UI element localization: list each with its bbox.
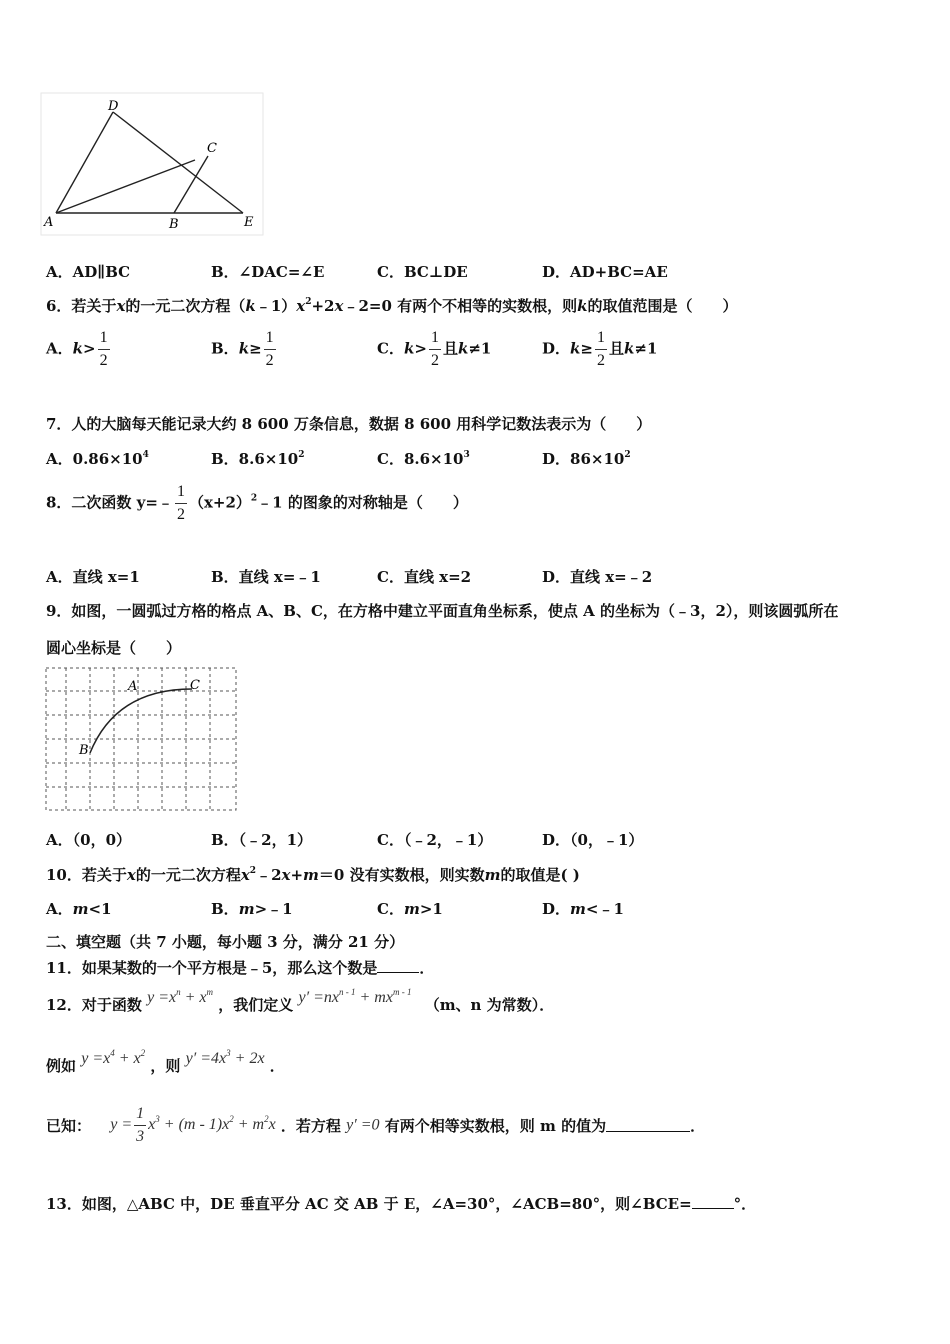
q12-known-d: ． xyxy=(690,1117,706,1135)
q7-option-b[interactable] xyxy=(211,448,304,469)
q13-text: 13．如图，△ABC 中，DE 垂直平分 AC 交 AB 于 E，∠A=30°，∠ACB=80°，则∠BCE= xyxy=(46,1195,692,1213)
f1-plus: + x xyxy=(180,989,207,1006)
f5-x: x xyxy=(148,1116,156,1134)
q10-stem-c: ﹣2 xyxy=(256,866,282,884)
q6-b-label: B． xyxy=(211,339,239,358)
q6-option-a[interactable] xyxy=(46,330,112,369)
q6-d-label: D． xyxy=(542,339,571,358)
q10-option-a[interactable] xyxy=(46,898,112,919)
q6-d-ne: ≠1 xyxy=(634,339,658,358)
q11-tail: ． xyxy=(419,959,435,977)
q7-b-exp: 2 xyxy=(298,450,305,460)
q6-var-x2: x xyxy=(296,297,306,315)
label-c: C xyxy=(207,141,217,156)
q6-c-rel: > xyxy=(414,339,427,358)
q7-option-c[interactable] xyxy=(377,448,470,469)
f3-plus: + x xyxy=(114,1050,141,1067)
q12-known-b: ．若方程 xyxy=(280,1117,341,1135)
q7-option-d[interactable] xyxy=(542,448,631,469)
q12-formula-3 xyxy=(81,1050,145,1067)
q6-exp: 2 xyxy=(305,297,312,307)
q10-stem-e: ＝0 没有实数根，则实数 xyxy=(318,866,485,884)
q6-stem-d: +2 xyxy=(311,297,335,315)
q6-stem-b: 的一元二次方程（ xyxy=(125,297,246,315)
q10-option-b[interactable] xyxy=(211,898,293,919)
q6-c-tail: 且 xyxy=(442,339,458,358)
frac-den: 2 xyxy=(265,352,274,369)
q10-d-rel: <﹣1 xyxy=(585,900,624,918)
q6-d-rel: ≥ xyxy=(580,339,593,358)
q6-c-k: k xyxy=(403,339,415,358)
q9-option-d[interactable]: D．（0，﹣1） xyxy=(542,831,644,849)
frac-num: 1 xyxy=(98,330,110,350)
q6-d-k: k xyxy=(570,339,581,358)
q9-stem-line2: 圆心坐标是（ ） xyxy=(46,639,182,657)
f2-plus: + mx xyxy=(355,989,393,1006)
q6-c-label: C． xyxy=(377,339,404,358)
frac-num: 1 xyxy=(429,330,441,350)
q6-c-ne: ≠1 xyxy=(468,339,492,358)
frac-num: 1 xyxy=(134,1106,146,1126)
q6-var-k: k xyxy=(245,297,256,315)
q12-known: 已知： xyxy=(46,1117,92,1135)
q8-option-c[interactable]: C．直线 x=2 xyxy=(377,568,472,586)
q10-option-c[interactable] xyxy=(377,898,443,919)
q10-c-m: m xyxy=(403,900,420,918)
q6-stem xyxy=(46,295,738,316)
q8-stem-b: （x+2） xyxy=(188,493,251,512)
q6-a-fraction xyxy=(98,330,110,369)
frac-den: 2 xyxy=(597,352,605,369)
q10-stem-d: + xyxy=(290,866,304,884)
frac-den: 2 xyxy=(430,352,439,369)
q7-c-text: C．8.6×10 xyxy=(377,450,464,468)
q12-line2 xyxy=(46,1048,285,1076)
q10-d-m: m xyxy=(570,900,586,918)
q6-b-rel: ≥ xyxy=(249,339,262,358)
q10-stem-a: 10．若关于 xyxy=(46,866,127,884)
q6-c-fraction xyxy=(429,330,441,369)
q10-var-x2: x xyxy=(240,866,250,884)
q8-option-a[interactable]: A．直线 x=1 xyxy=(46,568,140,586)
q8-fraction xyxy=(175,484,187,523)
q7-a-exp: 4 xyxy=(142,450,149,460)
q7-d-text: D．86×10 xyxy=(542,450,625,468)
f5-y: y = xyxy=(110,1116,133,1134)
f2-main: y′ =nx xyxy=(298,989,339,1006)
q12-line1 xyxy=(46,987,555,1015)
label-d: D xyxy=(108,99,119,114)
q10-b-label: B． xyxy=(211,900,239,918)
frac-num: 1 xyxy=(264,330,276,350)
q10-var-x: x xyxy=(126,866,136,884)
q8-exp: 2 xyxy=(250,493,258,504)
q9-option-c[interactable]: C．（﹣2，﹣1） xyxy=(377,831,493,849)
f4-main: y′ =4x xyxy=(185,1050,227,1067)
q12-formula-4 xyxy=(186,1050,265,1067)
label-b: B xyxy=(169,217,179,232)
q8-stem-a: 8．二次函数 y=﹣ xyxy=(46,493,173,512)
q12-formula-2 xyxy=(299,989,412,1006)
q10-b-m: m xyxy=(238,900,255,918)
q8-stem-c: ﹣1 的图象的对称轴是（ ） xyxy=(257,493,468,512)
q12-formula-1 xyxy=(147,989,213,1006)
arc xyxy=(90,689,192,753)
q5-option-d[interactable]: D．AD+BC=AE xyxy=(542,263,668,281)
q7-c-exp: 3 xyxy=(463,450,470,460)
f5-x2: x xyxy=(268,1116,276,1134)
q5-option-a[interactable]: A．AD∥BC xyxy=(46,263,131,281)
q6-a-label: A． xyxy=(46,339,73,358)
q6-stem-f: 的取值范围是（ ） xyxy=(587,297,738,315)
label-c: C xyxy=(190,678,200,693)
q6-var-x3: x xyxy=(334,297,344,315)
q9-option-a[interactable]: A．（0，0） xyxy=(46,831,132,849)
frac-den: 2 xyxy=(176,506,185,523)
q12-known-c: 有两个相等实数根，则 m 的值为 xyxy=(384,1117,607,1135)
q11-stem xyxy=(46,957,434,978)
f1-main: y =x xyxy=(147,989,177,1006)
q6-a-k: k xyxy=(72,339,84,358)
q12-ex-c: ． xyxy=(269,1057,285,1075)
q6-d-k2: k xyxy=(624,339,635,358)
q10-stem-b: 的一元二次方程 xyxy=(135,866,241,884)
q5-option-b[interactable]: B．∠DAC=∠E xyxy=(211,263,325,281)
q12-ex-b: ，则 xyxy=(150,1057,181,1075)
q6-b-fraction xyxy=(264,330,276,369)
q7-option-a[interactable] xyxy=(46,448,149,469)
q6-d-tail: 且 xyxy=(609,339,625,358)
q6-stem-e: ﹣2=0 有两个不相等的实数根，则 xyxy=(343,297,578,315)
f5-fraction xyxy=(134,1106,146,1145)
q10-a-label: A． xyxy=(46,900,73,918)
f1-n: n xyxy=(176,987,181,997)
q12-stem-a: 12．对于函数 xyxy=(46,996,142,1014)
q7-a-text: A．0.86×10 xyxy=(46,450,143,468)
label-b: B xyxy=(79,743,89,758)
q12-answer-blank[interactable] xyxy=(606,1119,690,1132)
f5-3: 3 xyxy=(155,1114,160,1125)
f3-main: y =x xyxy=(81,1050,111,1067)
f5-2: 2 xyxy=(229,1114,234,1125)
triangle-figure-q5 xyxy=(40,92,265,237)
f5-end: + m xyxy=(233,1116,265,1134)
q8-stem xyxy=(46,484,468,523)
q12-formula-6: y′ =0 xyxy=(346,1116,380,1134)
f4-plus: + 2x xyxy=(230,1050,265,1067)
q11-text: 11．如果某数的一个平方根是﹣5，那么这个数是 xyxy=(46,959,378,977)
q10-exp: 2 xyxy=(249,866,257,876)
q6-d-fraction xyxy=(595,330,607,369)
q12-ex-a: 例如 xyxy=(46,1057,77,1075)
q13-answer-blank[interactable] xyxy=(692,1196,734,1209)
q6-stem-a: 6．若关于 xyxy=(46,297,117,315)
q6-option-b[interactable] xyxy=(211,330,278,369)
q10-var-m: m xyxy=(303,866,319,884)
q10-a-m: m xyxy=(72,900,89,918)
q6-var-k2: k xyxy=(577,297,588,315)
f2-n1: n - 1 xyxy=(339,987,356,997)
q6-stem-c: ﹣1） xyxy=(255,297,297,315)
label-a: A xyxy=(128,679,138,694)
q12-stem-c: （m、n 为常数）． xyxy=(424,996,555,1014)
q10-stem-f: 的取值是( ) xyxy=(500,866,580,884)
f3-4: 4 xyxy=(110,1048,115,1058)
q6-option-d[interactable] xyxy=(542,330,657,369)
q6-b-k: k xyxy=(238,339,250,358)
frac-num: 1 xyxy=(175,484,187,504)
q10-d-label: D． xyxy=(542,900,571,918)
q10-c-rel: >1 xyxy=(419,900,443,918)
q12-stem-b: ，我们定义 xyxy=(218,996,294,1014)
q10-c-label: C． xyxy=(377,900,404,918)
q13-stem xyxy=(46,1193,756,1214)
grid-arc-figure-q9 xyxy=(44,667,238,812)
frac-num: 1 xyxy=(595,330,607,350)
f1-m: m xyxy=(206,987,214,997)
q9-option-b[interactable]: B．（﹣2，1） xyxy=(211,831,313,849)
q6-a-rel: > xyxy=(83,339,96,358)
frac-den: 2 xyxy=(99,352,108,369)
q11-answer-blank[interactable] xyxy=(377,960,419,973)
q12-formula-5 xyxy=(110,1105,276,1145)
q10-b-rel: >﹣1 xyxy=(254,900,293,918)
label-e: E xyxy=(244,215,254,230)
q10-var-x3: x xyxy=(281,866,291,884)
q6-c-k2: k xyxy=(457,339,469,358)
f5-mid: + (m - 1)x xyxy=(159,1116,230,1134)
q7-b-text: B．8.6×10 xyxy=(211,450,299,468)
f4-3: 3 xyxy=(226,1048,231,1058)
q8-option-d[interactable]: D．直线 x=﹣2 xyxy=(542,568,653,586)
f5-m2: 2 xyxy=(264,1114,269,1125)
section-2-title: 二、填空题（共 7 小题，每小题 3 分，满分 21 分） xyxy=(46,933,405,951)
q7-d-exp: 2 xyxy=(624,450,631,460)
q7-stem: 7．人的大脑每天能记录大约 8 600 万条信息，数据 8 600 用科学记数法表示为（ ） xyxy=(46,415,652,433)
q10-a-rel: <1 xyxy=(88,900,112,918)
q10-option-d[interactable] xyxy=(542,898,624,919)
q13-tail: °． xyxy=(733,1195,757,1213)
q10-var-m2: m xyxy=(484,866,501,884)
frac-den: 3 xyxy=(136,1128,145,1145)
q10-stem xyxy=(46,864,580,885)
q8-option-b[interactable]: B．直线 x=﹣1 xyxy=(211,568,321,586)
q5-option-c[interactable]: C．BC⊥DE xyxy=(377,263,468,281)
f2-m1: m - 1 xyxy=(392,987,412,997)
f3-2: 2 xyxy=(140,1048,146,1058)
q12-line3 xyxy=(46,1106,705,1145)
label-a: A xyxy=(44,215,54,230)
q6-var-x: x xyxy=(116,297,126,315)
q9-stem-line1: 9．如图，一圆弧过方格的格点 A、B、C，在方格中建立平面直角坐标系，使点 A 的坐标为（﹣3，2），则该圆弧所在 xyxy=(46,602,839,620)
q6-option-c[interactable] xyxy=(377,330,491,369)
